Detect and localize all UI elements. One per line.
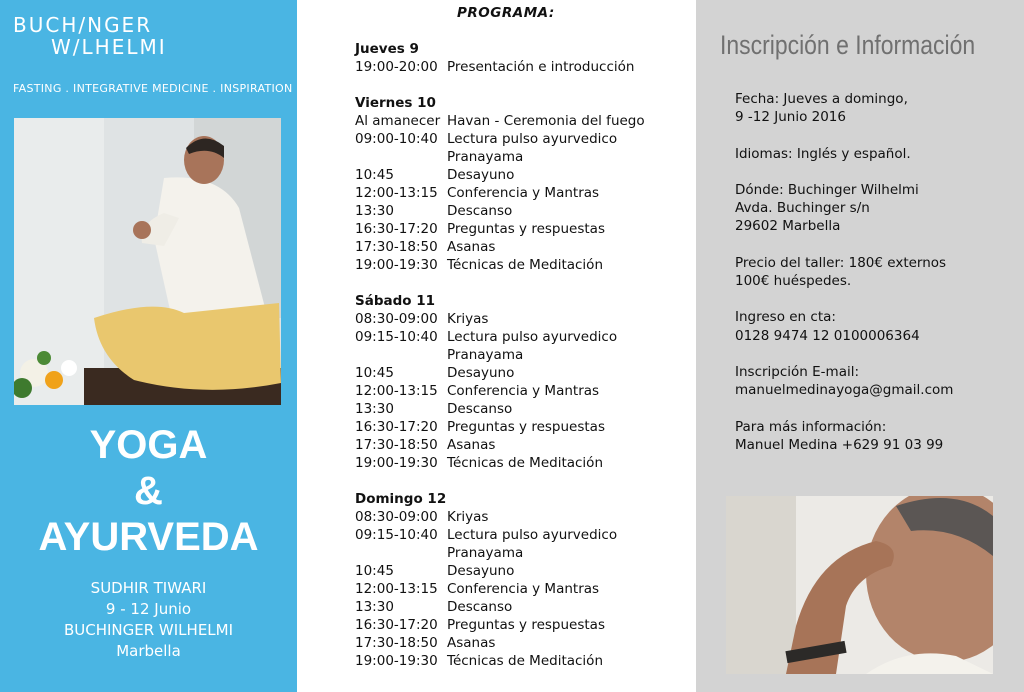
schedule-time: 12:00-13:15: [355, 383, 438, 399]
schedule-time: 09:15-10:40: [355, 527, 438, 543]
schedule-row: [355, 238, 645, 256]
schedule-row: [355, 544, 645, 562]
day-heading: Viernes 10: [355, 95, 436, 111]
schedule-row: [355, 328, 645, 346]
schedule-activity: Asanas: [447, 635, 496, 651]
day-spacer: [355, 274, 645, 292]
schedule-time: [355, 544, 447, 562]
schedule-time: 17:30-18:50: [355, 635, 438, 651]
info-line: Manuel Medina +629 91 03 99: [735, 436, 944, 453]
schedule-row: [355, 508, 645, 526]
schedule-row: [355, 616, 645, 634]
schedule-time: 16:30-17:20: [355, 419, 438, 435]
info-block: [735, 90, 953, 126]
info-block: [735, 363, 953, 399]
schedule-activity: Lectura pulso ayurvedico: [447, 527, 618, 543]
schedule-row: [355, 148, 645, 166]
schedule-time: 17:30-18:50: [355, 437, 438, 453]
schedule-time: 19:00-20:00: [355, 59, 438, 75]
schedule-time: 19:00-19:30: [355, 257, 438, 273]
schedule-row: [355, 382, 645, 400]
info-line: 0128 9474 12 0100006364: [735, 327, 920, 344]
schedule: [355, 40, 645, 670]
schedule-activity: Desayuno: [447, 563, 515, 579]
schedule-activity: Desayuno: [447, 167, 515, 183]
schedule-activity: Preguntas y respuestas: [447, 617, 605, 633]
schedule-time: 13:30: [355, 401, 394, 417]
schedule-activity: Kriyas: [447, 509, 489, 525]
schedule-activity: Pranayama: [447, 347, 524, 363]
schedule-activity: Preguntas y respuestas: [447, 419, 605, 435]
info-line: Inscripción E-mail:: [735, 363, 860, 380]
day-spacer: [355, 472, 645, 490]
event-dates: 9 - 12 Junio: [105, 600, 192, 618]
schedule-activity: Descanso: [447, 401, 513, 417]
program-title: PROGRAMA:: [457, 5, 555, 21]
info-block: [735, 308, 953, 344]
schedule-row: [355, 526, 645, 544]
schedule-time: 08:30-09:00: [355, 509, 438, 525]
schedule-time: 13:30: [355, 203, 394, 219]
cover-panel: [0, 0, 297, 692]
teacher-photo: [14, 118, 281, 405]
info-line: Para más información:: [735, 418, 887, 435]
info-line: Idiomas: Inglés y español.: [735, 145, 911, 162]
schedule-row: [355, 310, 645, 328]
schedule-row: [355, 652, 645, 670]
brand-logo: [13, 14, 167, 58]
schedule-activity: Pranayama: [447, 545, 524, 561]
schedule-activity: Asanas: [447, 437, 496, 453]
schedule-activity: Presentación e introducción: [447, 59, 635, 75]
speaker-name: SUDHIR TIWARI: [90, 579, 207, 597]
info-line: manuelmedinayoga@gmail.com: [735, 382, 954, 399]
schedule-time: 19:00-19:30: [355, 653, 438, 669]
schedule-row: [355, 418, 645, 436]
event-title: [0, 422, 297, 560]
event-venue: BUCHINGER WILHELMI: [63, 621, 234, 639]
schedule-activity: Lectura pulso ayurvedico: [447, 329, 618, 345]
schedule-activity: Descanso: [447, 203, 513, 219]
schedule-row: [355, 256, 645, 274]
brand-line-1: BUCH/NGER: [13, 13, 153, 37]
schedule-activity: Técnicas de Meditación: [447, 455, 604, 471]
info-line: Dónde: Buchinger Wilhelmi: [735, 181, 919, 198]
meditation-photo-illustration: [726, 496, 993, 674]
schedule-time: 12:00-13:15: [355, 185, 438, 201]
schedule-time: Al amanecer: [355, 113, 441, 129]
schedule-time: 13:30: [355, 599, 394, 615]
info-block: [735, 418, 953, 454]
title-ayurveda: AYURVEDA: [38, 515, 259, 559]
schedule-time: [355, 148, 447, 166]
schedule-row: [355, 184, 645, 202]
day-heading: Jueves 9: [355, 41, 419, 57]
teacher-photo-illustration: [14, 118, 281, 405]
info-line: 29602 Marbella: [735, 218, 841, 235]
schedule-time: 10:45: [355, 563, 394, 579]
schedule-row: [355, 454, 645, 472]
schedule-activity: Conferencia y Mantras: [447, 185, 600, 201]
schedule-row: [355, 580, 645, 598]
schedule-activity: Conferencia y Mantras: [447, 581, 600, 597]
schedule-row: [355, 202, 645, 220]
schedule-row: [355, 436, 645, 454]
info-block: [735, 254, 953, 290]
schedule-row: [355, 346, 645, 364]
info-block: [735, 181, 953, 236]
schedule-time: 08:30-09:00: [355, 311, 438, 327]
day-heading: Sábado 11: [355, 293, 436, 309]
schedule-activity: Técnicas de Meditación: [447, 653, 604, 669]
schedule-activity: Técnicas de Meditación: [447, 257, 604, 273]
schedule-time: 09:00-10:40: [355, 131, 438, 147]
schedule-activity: Asanas: [447, 239, 496, 255]
schedule-row: [355, 598, 645, 616]
schedule-activity: Desayuno: [447, 365, 515, 381]
day-heading: Domingo 12: [355, 491, 447, 507]
schedule-activity: Preguntas y respuestas: [447, 221, 605, 237]
event-details: [0, 578, 297, 662]
schedule-row: [355, 634, 645, 652]
schedule-time: 10:45: [355, 365, 394, 381]
schedule-activity: Descanso: [447, 599, 513, 615]
info-line: Fecha: Jueves a domingo,: [735, 91, 908, 107]
schedule-activity: Lectura pulso ayurvedico: [447, 131, 618, 147]
schedule-time: 09:15-10:40: [355, 329, 438, 345]
meditation-photo: [726, 496, 993, 674]
brand-line-2: W/LHELMI: [51, 35, 167, 59]
schedule-row: [355, 220, 645, 238]
info-line: 9 -12 Junio 2016: [735, 109, 846, 126]
day-spacer: [355, 76, 645, 94]
schedule-row: [355, 166, 645, 184]
schedule-time: 12:00-13:15: [355, 581, 438, 597]
info-title: Inscripción e Información: [720, 30, 976, 60]
title-ampersand: &: [134, 469, 163, 513]
schedule-time: 17:30-18:50: [355, 239, 438, 255]
info-list: [735, 90, 953, 472]
info-line: Ingreso en cta:: [735, 309, 836, 326]
schedule-time: 19:00-19:30: [355, 455, 438, 471]
schedule-activity: Kriyas: [447, 311, 489, 327]
schedule-row: [355, 130, 645, 148]
schedule-time: 16:30-17:20: [355, 221, 438, 237]
title-yoga: YOGA: [89, 423, 208, 467]
info-line: Avda. Buchinger s/n: [735, 200, 870, 217]
brand-tagline: FASTING . INTEGRATIVE MEDICINE . INSPIRATION: [13, 82, 293, 95]
schedule-activity: Havan - Ceremonia del fuego: [447, 113, 645, 129]
schedule-time: 10:45: [355, 167, 394, 183]
info-panel: [696, 0, 1024, 692]
event-city: Marbella: [116, 642, 181, 660]
schedule-row: [355, 562, 645, 580]
schedule-time: [355, 346, 447, 364]
schedule-activity: Conferencia y Mantras: [447, 383, 600, 399]
program-panel: [297, 0, 696, 692]
schedule-row: [355, 400, 645, 418]
schedule-row: [355, 112, 645, 130]
info-block: [735, 145, 953, 163]
schedule-row: [355, 58, 645, 76]
info-line: Precio del taller: 180€ externos: [735, 254, 947, 271]
schedule-time: 16:30-17:20: [355, 617, 438, 633]
info-line: 100€ huéspedes.: [735, 272, 852, 289]
schedule-row: [355, 364, 645, 382]
schedule-activity: Pranayama: [447, 149, 524, 165]
